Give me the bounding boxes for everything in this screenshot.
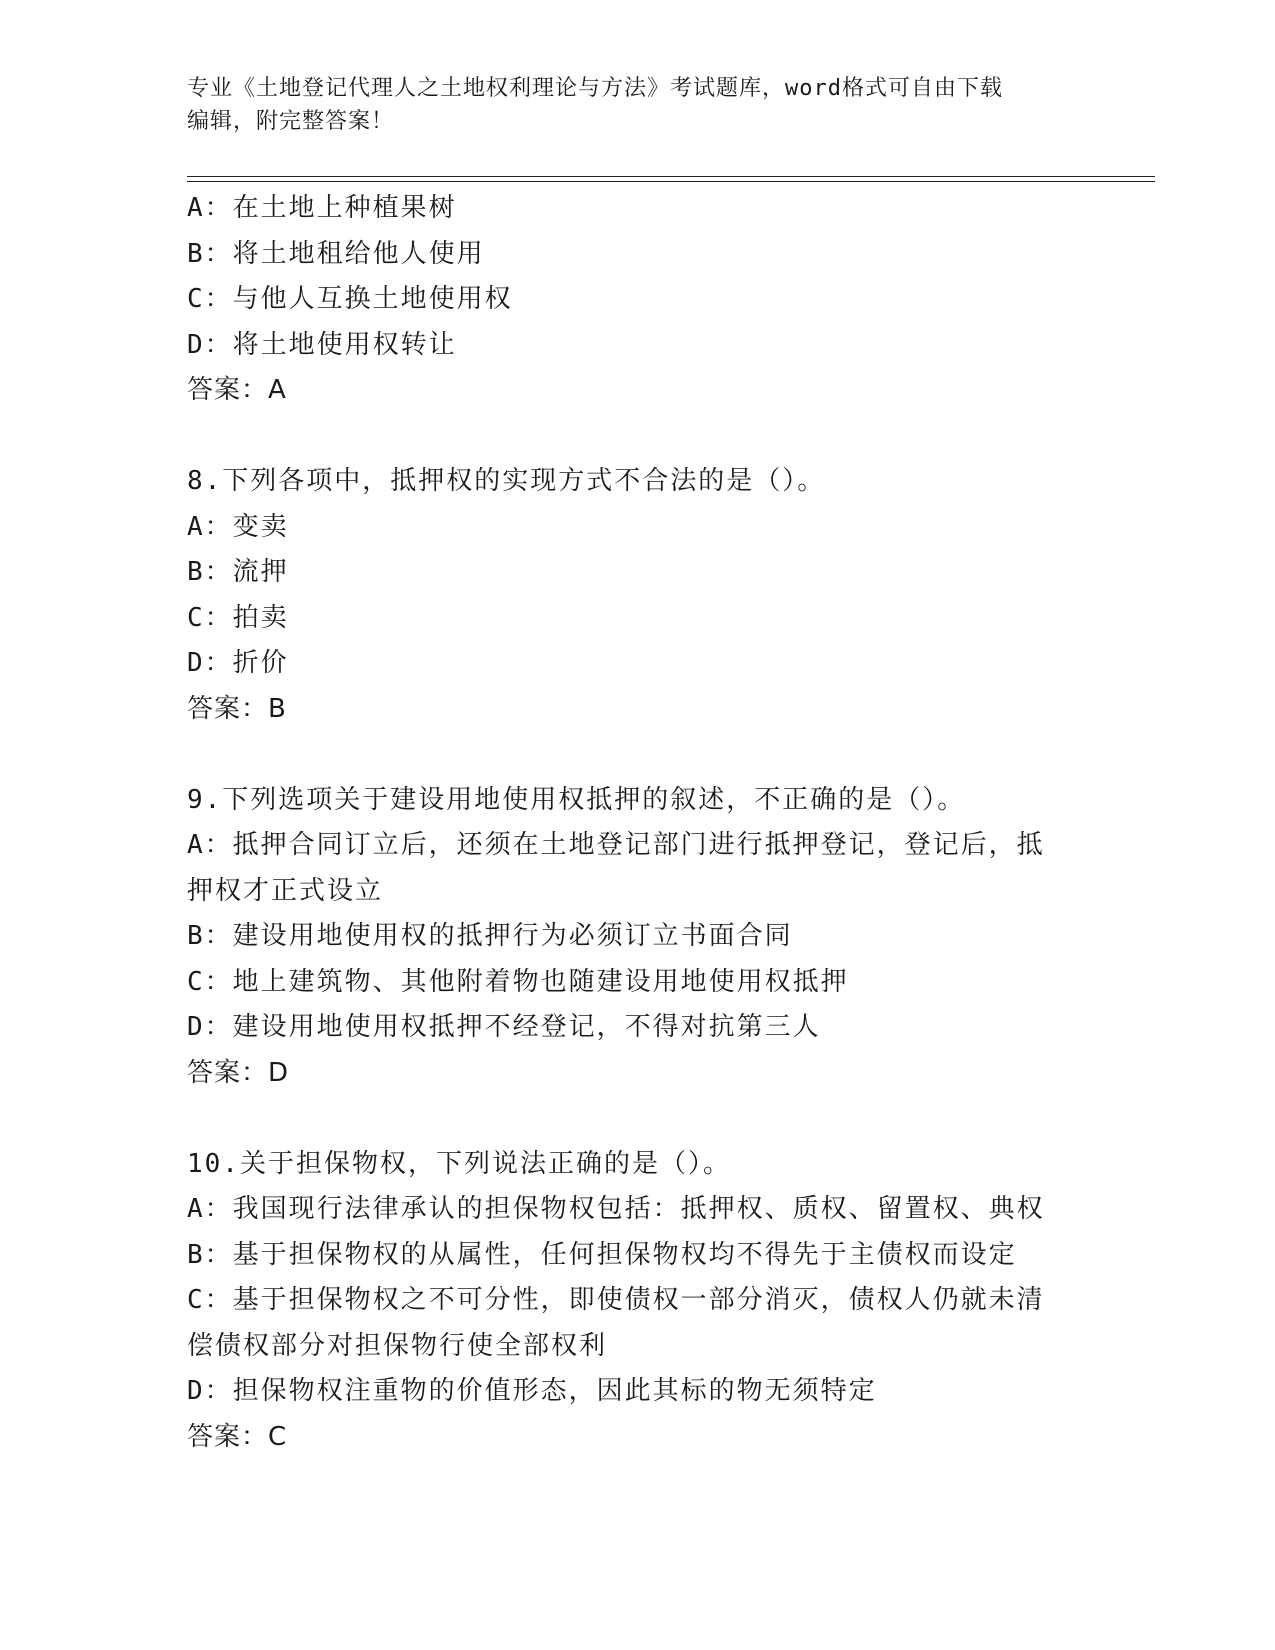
header-line-2: 编辑，附完整答案！ [187, 109, 395, 134]
answer-label: 答案： [187, 375, 269, 405]
answer-value: D [268, 1057, 290, 1088]
question-stem: 9.下列选项关于建设用地使用权抵押的叙述，不正确的是（）。 [187, 784, 966, 815]
option-c: C：与他人互换土地使用权 [187, 284, 513, 314]
question-stem: 10.关于担保物权，下列说法正确的是（）。 [187, 1148, 731, 1179]
option-b: B：流押 [187, 557, 289, 587]
option-c-line-1: C：基于担保物权之不可分性，即使债权一部分消灭，债权人仍就未清 [187, 1285, 1045, 1315]
answer-label: 答案： [187, 1421, 269, 1452]
answer-line [187, 368, 1067, 414]
option-a: A：在土地上种植果树 [187, 193, 457, 223]
header-line-1: 专业《土地登记代理人之土地权利理论与方法》考试题库，word格式可自由下载 [187, 76, 1003, 101]
option-d: D：将土地使用权转让 [187, 329, 457, 360]
answer-value: C [268, 1421, 288, 1452]
option-b: B：基于担保物权的从属性，任何担保物权均不得先于主债权而设定 [187, 1239, 1017, 1270]
option-a: A：变卖 [187, 511, 289, 542]
question-9 [187, 778, 1067, 1097]
option-d: D：担保物权注重物的价值形态，因此其标的物无须特定 [187, 1376, 877, 1406]
option-c: C：拍卖 [187, 602, 289, 633]
question-7 [187, 186, 1067, 414]
question-list [187, 186, 1067, 1460]
question-8 [187, 459, 1067, 732]
answer-line [187, 687, 1067, 733]
answer-line [187, 1415, 1067, 1461]
option-a-line-1: A：抵押合同订立后，还须在土地登记部门进行抵押登记，登记后，抵 [187, 830, 1045, 860]
option-d: D：建设用地使用权抵押不经登记，不得对抗第三人 [187, 1012, 821, 1042]
option-b: B：将土地租给他人使用 [187, 238, 485, 269]
document-header [187, 72, 1067, 138]
answer-label: 答案： [187, 693, 269, 724]
option-c: C：地上建筑物、其他附着物也随建设用地使用权抵押 [187, 966, 849, 997]
option-d: D：折价 [187, 648, 289, 678]
answer-value: A [268, 375, 287, 405]
option-c-line-2: 偿债权部分对担保物行使全部权利 [187, 1330, 608, 1361]
header-divider [187, 176, 1155, 182]
question-stem: 8.下列各项中，抵押权的实现方式不合法的是（）。 [187, 466, 826, 496]
answer-label: 答案： [187, 1057, 269, 1088]
option-b: B：建设用地使用权的抵押行为必须订立书面合同 [187, 921, 793, 951]
document-page [187, 72, 1155, 1452]
answer-value: B [268, 693, 287, 724]
option-a: A：我国现行法律承认的担保物权包括：抵押权、质权、留置权、典权 [187, 1194, 1045, 1224]
answer-line [187, 1051, 1067, 1097]
option-a-line-2: 押权才正式设立 [187, 875, 384, 906]
question-10 [187, 1142, 1067, 1461]
